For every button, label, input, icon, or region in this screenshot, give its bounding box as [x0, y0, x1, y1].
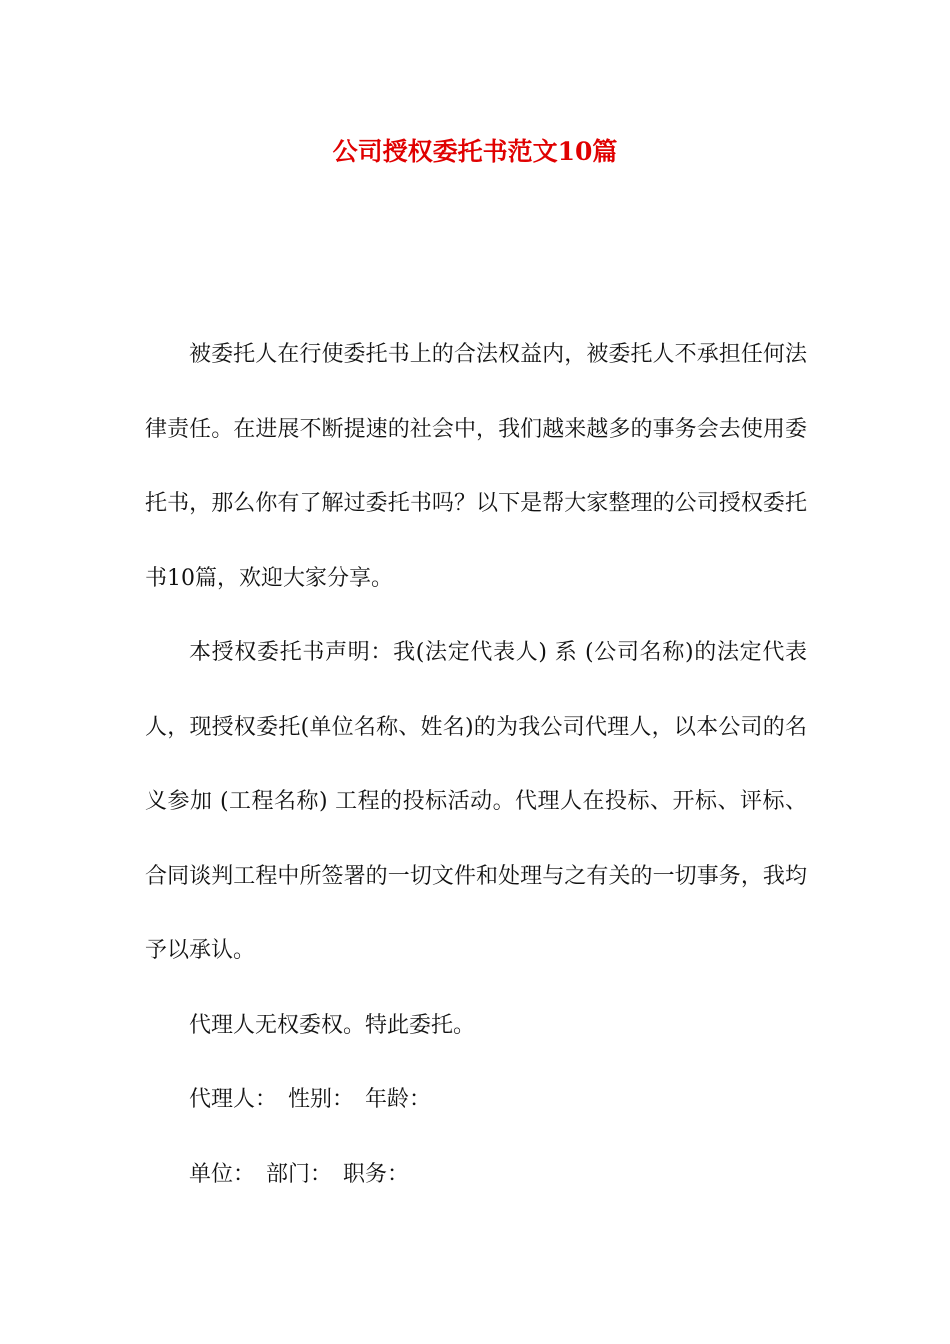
- document-title: 公司授权委托书范文10篇: [332, 137, 618, 166]
- paragraph-unit-fields: 单位： 部门： 职务：: [189, 1161, 410, 1187]
- document-body: [145, 318, 807, 1212]
- paragraph-intro: 被委托人在行使委托书上的合法权益内，被委托人不承担任何法律责任。在进展不断提速的社会中，我们越来越多的事务会去使用委托书，那么你有了解过委托书吗？以下是帮大家整理的公司授权委托书10篇，欢迎大家分享。: [145, 342, 807, 591]
- paragraph-no-delegation: 代理人无权委权。特此委托。: [189, 1012, 476, 1038]
- paragraph-agent-fields: 代理人： 性别： 年龄：: [189, 1087, 432, 1112]
- paragraph-declaration: 本授权委托书声明：我(法定代表人) 系 (公司名称)的法定代表人，现授权委托(单位名称、姓名)的为我公司代理人，以本公司的名义参加 (工程名称) 工程的投标活动。代理人在投标、开标、评标、合同谈判工程中所签署的一切文件和处理与之有关的一切事务，我均予以承认。: [145, 640, 807, 963]
